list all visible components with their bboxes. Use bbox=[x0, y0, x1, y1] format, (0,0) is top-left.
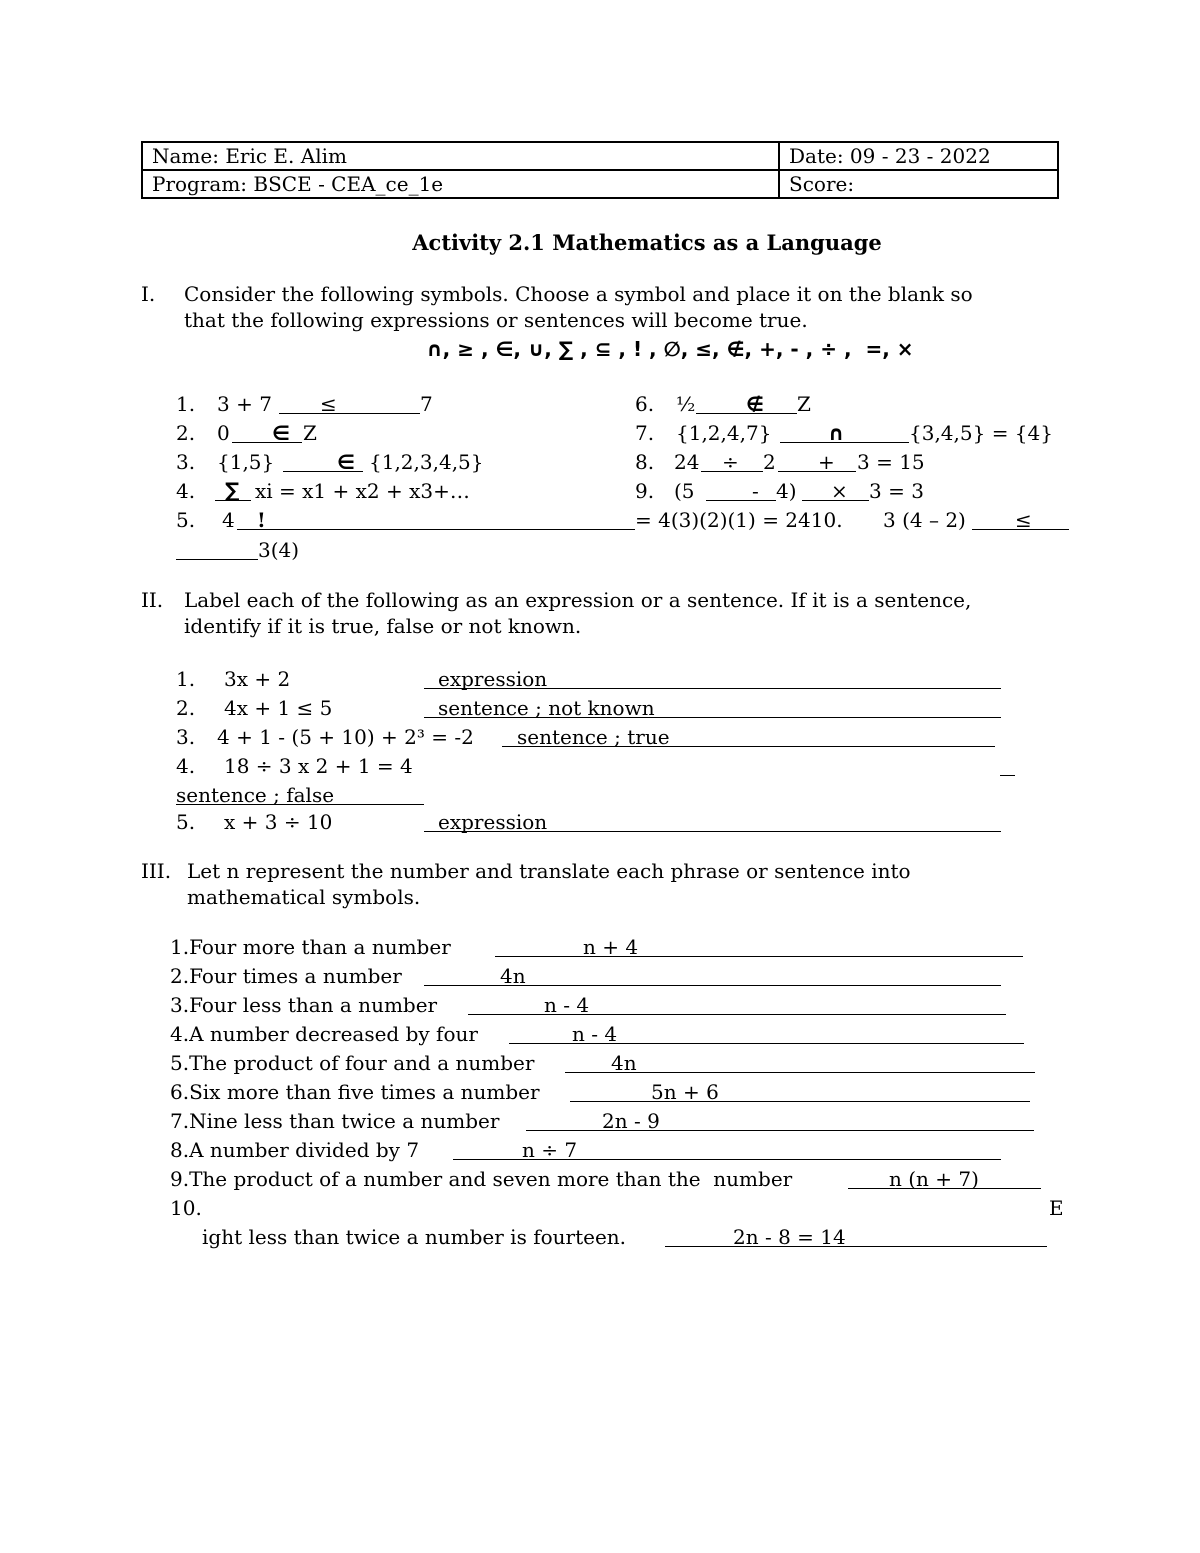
p1-item8-left: 24 bbox=[674, 450, 700, 474]
p1-item10-blank-cont bbox=[176, 559, 258, 560]
p2-item4-number: 4. bbox=[176, 754, 196, 778]
p2-item4-question: 18 ÷ 3 x 2 + 1 = 4 bbox=[224, 754, 413, 778]
p1-item5-number: 5. bbox=[176, 508, 196, 532]
p1-item7-blank bbox=[780, 442, 909, 443]
p3-item2-question: 2.Four times a number bbox=[170, 964, 402, 988]
p1-item6-right: Z bbox=[797, 392, 811, 416]
p3-item9-answer: n (n + 7) bbox=[889, 1167, 979, 1191]
p1-item7-number: 7. bbox=[635, 421, 655, 445]
p1-item10-right: 3(4) bbox=[258, 538, 300, 562]
p1-item5-left: 4 bbox=[222, 508, 235, 532]
p2-item1-question: 3x + 2 bbox=[224, 667, 291, 691]
part1-number: I. bbox=[141, 282, 156, 306]
p1-item6-left: ½ bbox=[676, 392, 696, 416]
date-field: Date: 09 - 23 - 2022 bbox=[779, 142, 1058, 170]
part3-instruction-line1: Let n represent the number and translate each phrase or sentence into bbox=[187, 859, 911, 883]
p1-item2-right: Z bbox=[303, 421, 317, 445]
p1-item3-right: {1,2,3,4,5} bbox=[369, 450, 484, 474]
p2-item5-number: 5. bbox=[176, 810, 196, 834]
p1-item9-answer1: - bbox=[752, 479, 759, 503]
p1-item9-left: (5 bbox=[674, 479, 695, 503]
p1-item1-left: 3 + 7 bbox=[217, 392, 272, 416]
program-field: Program: BSCE - CEA_ce_1e bbox=[142, 170, 779, 198]
p3-item7-question: 7.Nine less than twice a number bbox=[170, 1109, 500, 1133]
p1-item5-answer: ! bbox=[257, 508, 266, 532]
name-field: Name: Eric E. Alim bbox=[142, 142, 779, 170]
part2-instruction-line1: Label each of the following as an expression or a sentence. If it is a sentence, bbox=[184, 588, 972, 612]
p3-item5-answer: 4n bbox=[611, 1051, 637, 1075]
score-field: Score: bbox=[779, 170, 1058, 198]
p1-item3-number: 3. bbox=[176, 450, 196, 474]
p1-item3-left: {1,5} bbox=[217, 450, 275, 474]
p3-item6-answer: 5n + 6 bbox=[651, 1080, 719, 1104]
p3-item3-answer: n - 4 bbox=[544, 993, 590, 1017]
p3-item3-question: 3.Four less than a number bbox=[170, 993, 438, 1017]
part1-instruction-line2: that the following expressions or sentences will become true. bbox=[184, 308, 808, 332]
p2-item3-question: 4 + 1 - (5 + 10) + 2³ = -2 bbox=[217, 725, 474, 749]
p1-item10-left: 3 (4 – 2) bbox=[883, 508, 966, 532]
p1-item2-left: 0 bbox=[217, 421, 230, 445]
p3-item1-question: 1.Four more than a number bbox=[170, 935, 451, 959]
p1-item8-right: 3 = 15 bbox=[857, 450, 925, 474]
p3-item2-answer: 4n bbox=[500, 964, 526, 988]
p3-item1-answer: n + 4 bbox=[583, 935, 639, 959]
p2-item5-answer: expression bbox=[438, 810, 548, 834]
p2-item3-answer: sentence ; true bbox=[517, 725, 670, 749]
part2-number: II. bbox=[141, 588, 164, 612]
p2-item2-number: 2. bbox=[176, 696, 196, 720]
p1-item8-answer1: ÷ bbox=[722, 450, 739, 474]
page-title: Activity 2.1 Mathematics as a Language bbox=[412, 230, 882, 255]
p3-item1-blank bbox=[495, 956, 1023, 957]
p1-item2-answer: ∈ bbox=[272, 421, 290, 445]
p1-item8-middle: 2 bbox=[763, 450, 776, 474]
p2-item4-answer: sentence ; false bbox=[176, 783, 335, 807]
p1-item4-answer: ∑ bbox=[225, 478, 240, 502]
p3-item10-number: 10. bbox=[170, 1196, 202, 1220]
part3-number: III. bbox=[141, 859, 172, 883]
p3-item4-answer: n - 4 bbox=[572, 1022, 618, 1046]
p1-item7-answer: ∩ bbox=[828, 421, 845, 445]
p3-item8-question: 8.A number divided by 7 bbox=[170, 1138, 420, 1162]
p1-item7-left: {1,2,4,7} bbox=[676, 421, 772, 445]
p1-item4-right: xi = x1 + x2 + x3+… bbox=[255, 479, 470, 503]
symbol-list: ∩, ≥ , ∈, ∪, ∑ , ⊆ , ! , ∅, ≤, ∉, +, - , ÷ , =, × bbox=[426, 337, 914, 361]
p2-item1-number: 1. bbox=[176, 667, 196, 691]
p2-item2-question: 4x + 1 ≤ 5 bbox=[224, 696, 333, 720]
p1-item6-number: 6. bbox=[635, 392, 655, 416]
p1-item9-answer2: × bbox=[831, 479, 848, 503]
p1-item9-number: 9. bbox=[635, 479, 655, 503]
header-table bbox=[141, 141, 1059, 199]
p3-item6-blank bbox=[570, 1101, 1030, 1102]
part2-instruction-line2: identify if it is true, false or not known. bbox=[184, 614, 582, 638]
p3-item10-first-letter: E bbox=[1049, 1196, 1064, 1220]
p2-item3-number: 3. bbox=[176, 725, 196, 749]
p1-item1-blank bbox=[279, 413, 420, 414]
p3-item10-question: ight less than twice a number is fourteen. bbox=[202, 1225, 627, 1249]
p3-item10-blank bbox=[665, 1246, 1047, 1247]
p1-item1-number: 1. bbox=[176, 392, 196, 416]
p1-item1-answer: ≤ bbox=[320, 392, 337, 416]
p3-item6-question: 6.Six more than five times a number bbox=[170, 1080, 540, 1104]
p3-item4-question: 4.A number decreased by four bbox=[170, 1022, 478, 1046]
p1-item6-answer: ∉ bbox=[746, 392, 764, 416]
p1-item9-blank1 bbox=[706, 500, 776, 501]
p1-item8-answer2: + bbox=[818, 450, 835, 474]
p1-item5-blank bbox=[237, 529, 635, 530]
p1-item10-answer: ≤ bbox=[1015, 508, 1032, 532]
p1-item4-number: 4. bbox=[176, 479, 196, 503]
p3-item9-question: 9.The product of a number and seven more than the number bbox=[170, 1167, 793, 1191]
part3-instruction-line2: mathematical symbols. bbox=[187, 885, 421, 909]
p2-item1-answer: expression bbox=[438, 667, 548, 691]
p3-item10-answer: 2n - 8 = 14 bbox=[733, 1225, 846, 1249]
part1-instruction-line1: Consider the following symbols. Choose a symbol and place it on the blank so bbox=[184, 282, 973, 306]
p1-item2-blank bbox=[232, 442, 302, 443]
p1-item8-number: 8. bbox=[635, 450, 655, 474]
p1-item9-middle: 4) bbox=[776, 479, 797, 503]
p2-item4-blank-start bbox=[1000, 775, 1015, 776]
p2-item2-answer: sentence ; not known bbox=[438, 696, 655, 720]
p1-item1-right: 7 bbox=[420, 392, 433, 416]
p3-item7-answer: 2n - 9 bbox=[602, 1109, 660, 1133]
p1-item9-right: 3 = 3 bbox=[869, 479, 924, 503]
p1-item3-answer: ∈ bbox=[337, 450, 355, 474]
p3-item8-answer: n ÷ 7 bbox=[522, 1138, 578, 1162]
p1-item8-blank2 bbox=[778, 471, 856, 472]
p1-item7-right: {3,4,5} = {4} bbox=[909, 421, 1053, 445]
p1-item2-number: 2. bbox=[176, 421, 196, 445]
p1-item5-right: = 4(3)(2)(1) = 2410. bbox=[635, 508, 843, 532]
p3-item5-question: 5.The product of four and a number bbox=[170, 1051, 535, 1075]
p2-item5-question: x + 3 ÷ 10 bbox=[224, 810, 333, 834]
